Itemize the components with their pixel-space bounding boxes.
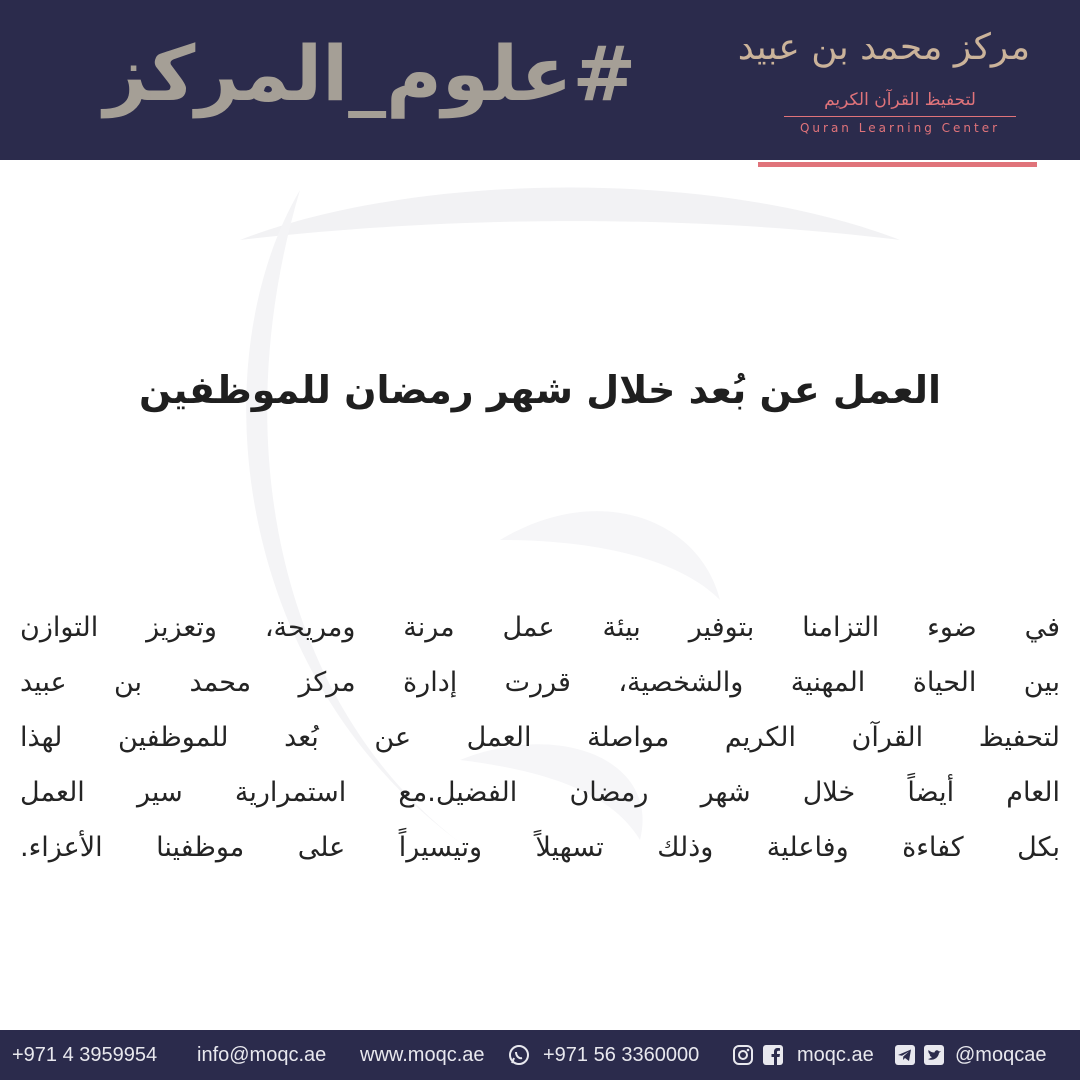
twitter-icon[interactable] <box>923 1044 945 1066</box>
social-handle-instagram-facebook[interactable]: moqc.ae <box>797 1044 874 1066</box>
hashtag-title: #علوم_المركز <box>103 29 637 118</box>
instagram-icon[interactable] <box>732 1044 754 1066</box>
header-banner <box>0 0 1080 160</box>
body-line: في ضوء التزامنا بتوفير بيئة عمل مرنة ومريحة، وتعزيز التوازن <box>20 612 1060 643</box>
logo-english-name: Quran Learning Center <box>784 116 1016 139</box>
logo-arabic-name: مركز محمد بن عبيد <box>737 27 1030 68</box>
body-line: العام أيضاً خلال شهر رمضان الفضيل.مع استمرارية سير العمل <box>20 777 1060 808</box>
facebook-icon[interactable] <box>762 1044 784 1066</box>
whatsapp-number: +971 56 3360000 <box>543 1044 700 1066</box>
social-handle-telegram-twitter[interactable]: @moqcae <box>955 1044 1047 1066</box>
email-link[interactable]: info@moqc.ae <box>197 1044 327 1066</box>
body-line: بين الحياة المهنية والشخصية، قررت إدارة مركز محمد بن عبيد <box>20 667 1060 698</box>
whatsapp-icon <box>508 1044 530 1066</box>
logo-arabic-subtitle: لتحفيظ القرآن الكريم <box>824 90 976 110</box>
phone-number: +971 4 3959954 <box>12 1044 158 1066</box>
website-link[interactable]: www.moqc.ae <box>360 1044 485 1066</box>
contact-footer <box>0 1030 1080 1080</box>
body-line: لتحفيظ القرآن الكريم مواصلة العمل عن بُعد للموظفين لهذا <box>20 722 1060 753</box>
page-title: العمل عن بُعد خلال شهر رمضان للموظفين <box>138 368 942 412</box>
center-logo <box>737 12 1030 142</box>
announcement-body <box>20 600 1060 920</box>
telegram-icon[interactable] <box>894 1044 916 1066</box>
body-line: بكل كفاءة وفاعلية وذلك تسهيلاً وتيسيراً على موظفينا الأعزاء. <box>20 832 1060 863</box>
